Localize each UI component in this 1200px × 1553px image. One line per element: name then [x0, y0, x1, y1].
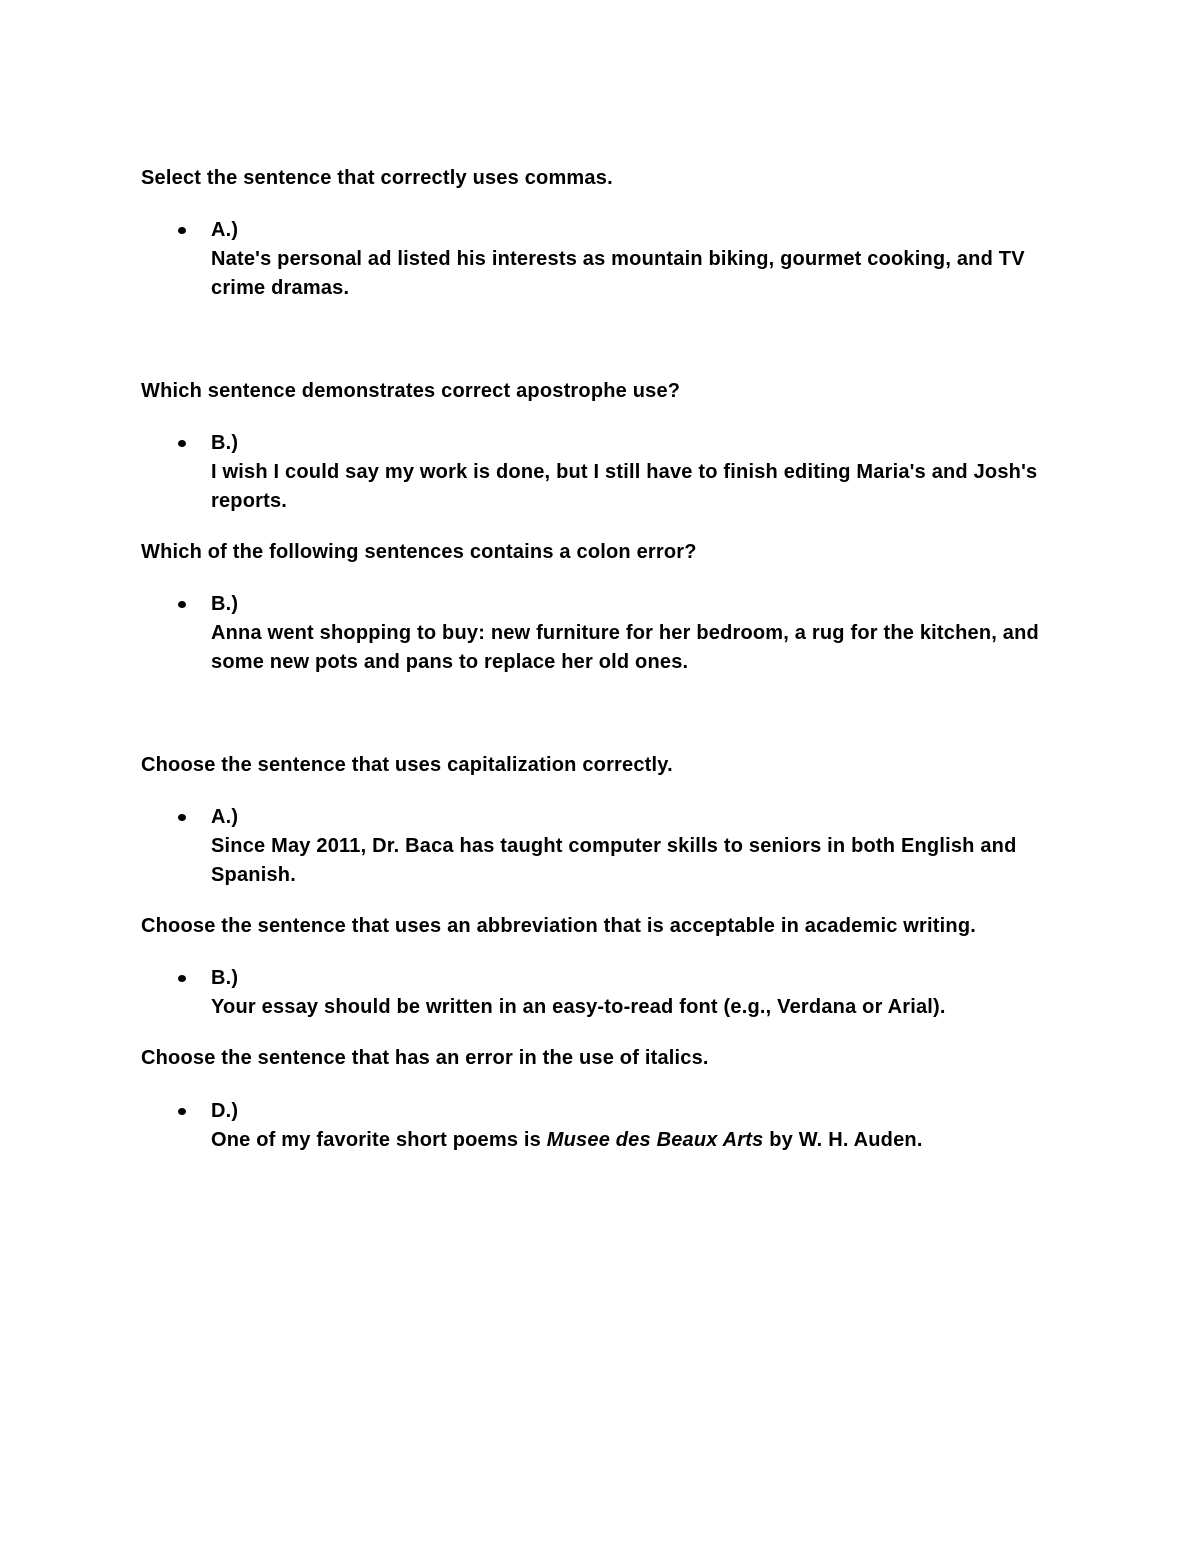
answer-text-before: One of my favorite short poems is — [211, 1129, 547, 1151]
poem-title: Musee des Beaux Arts — [546, 1129, 764, 1151]
bullet-icon — [178, 1108, 186, 1115]
question-1-prompt: Select the sentence that correctly uses commas. — [141, 167, 613, 189]
question-3-answer — [211, 590, 1061, 677]
question-3-prompt: Which of the following sentences contains a colon error? — [141, 541, 697, 563]
answer-letter: D.) — [211, 1100, 239, 1122]
answer-letter: B.) — [211, 432, 239, 454]
answer-letter: B.) — [211, 967, 239, 989]
question-2-answer — [211, 429, 1061, 516]
question-5-answer — [211, 964, 1061, 1022]
answer-text: Since May 2011, Dr. Baca has taught computer skills to seniors in both English and Spanish. — [211, 835, 1017, 886]
question-1-answer — [211, 216, 1061, 303]
answer-text: Anna went shopping to buy: new furniture for her bedroom, a rug for the kitchen, and some new pots and pans to replace her old ones. — [211, 622, 1039, 673]
question-2-prompt: Which sentence demonstrates correct apostrophe use? — [141, 380, 681, 402]
answer-text-after: by W. H. Auden. — [763, 1129, 923, 1151]
question-4-prompt: Choose the sentence that uses capitalization correctly. — [141, 754, 673, 776]
answer-letter: A.) — [211, 806, 239, 828]
bullet-icon — [178, 975, 186, 982]
question-6-prompt: Choose the sentence that has an error in the use of italics. — [141, 1047, 709, 1069]
question-6-answer — [211, 1097, 1061, 1155]
answer-text: Your essay should be written in an easy-to-read font (e.g., Verdana or Arial). — [211, 996, 946, 1018]
bullet-icon — [178, 814, 186, 821]
answer-letter: A.) — [211, 219, 239, 241]
question-4-answer — [211, 803, 1061, 890]
bullet-icon — [178, 601, 186, 608]
answer-letter: B.) — [211, 593, 239, 615]
answer-text: I wish I could say my work is done, but I still have to finish editing Maria's and Josh's reports. — [211, 461, 1038, 512]
answer-text: Nate's personal ad listed his interests as mountain biking, gourmet cooking, and TV crime dramas. — [211, 248, 1025, 299]
question-5-prompt: Choose the sentence that uses an abbreviation that is acceptable in academic writing. — [141, 915, 977, 937]
bullet-icon — [178, 227, 186, 234]
bullet-icon — [178, 440, 186, 447]
answer-text — [211, 1126, 1061, 1155]
